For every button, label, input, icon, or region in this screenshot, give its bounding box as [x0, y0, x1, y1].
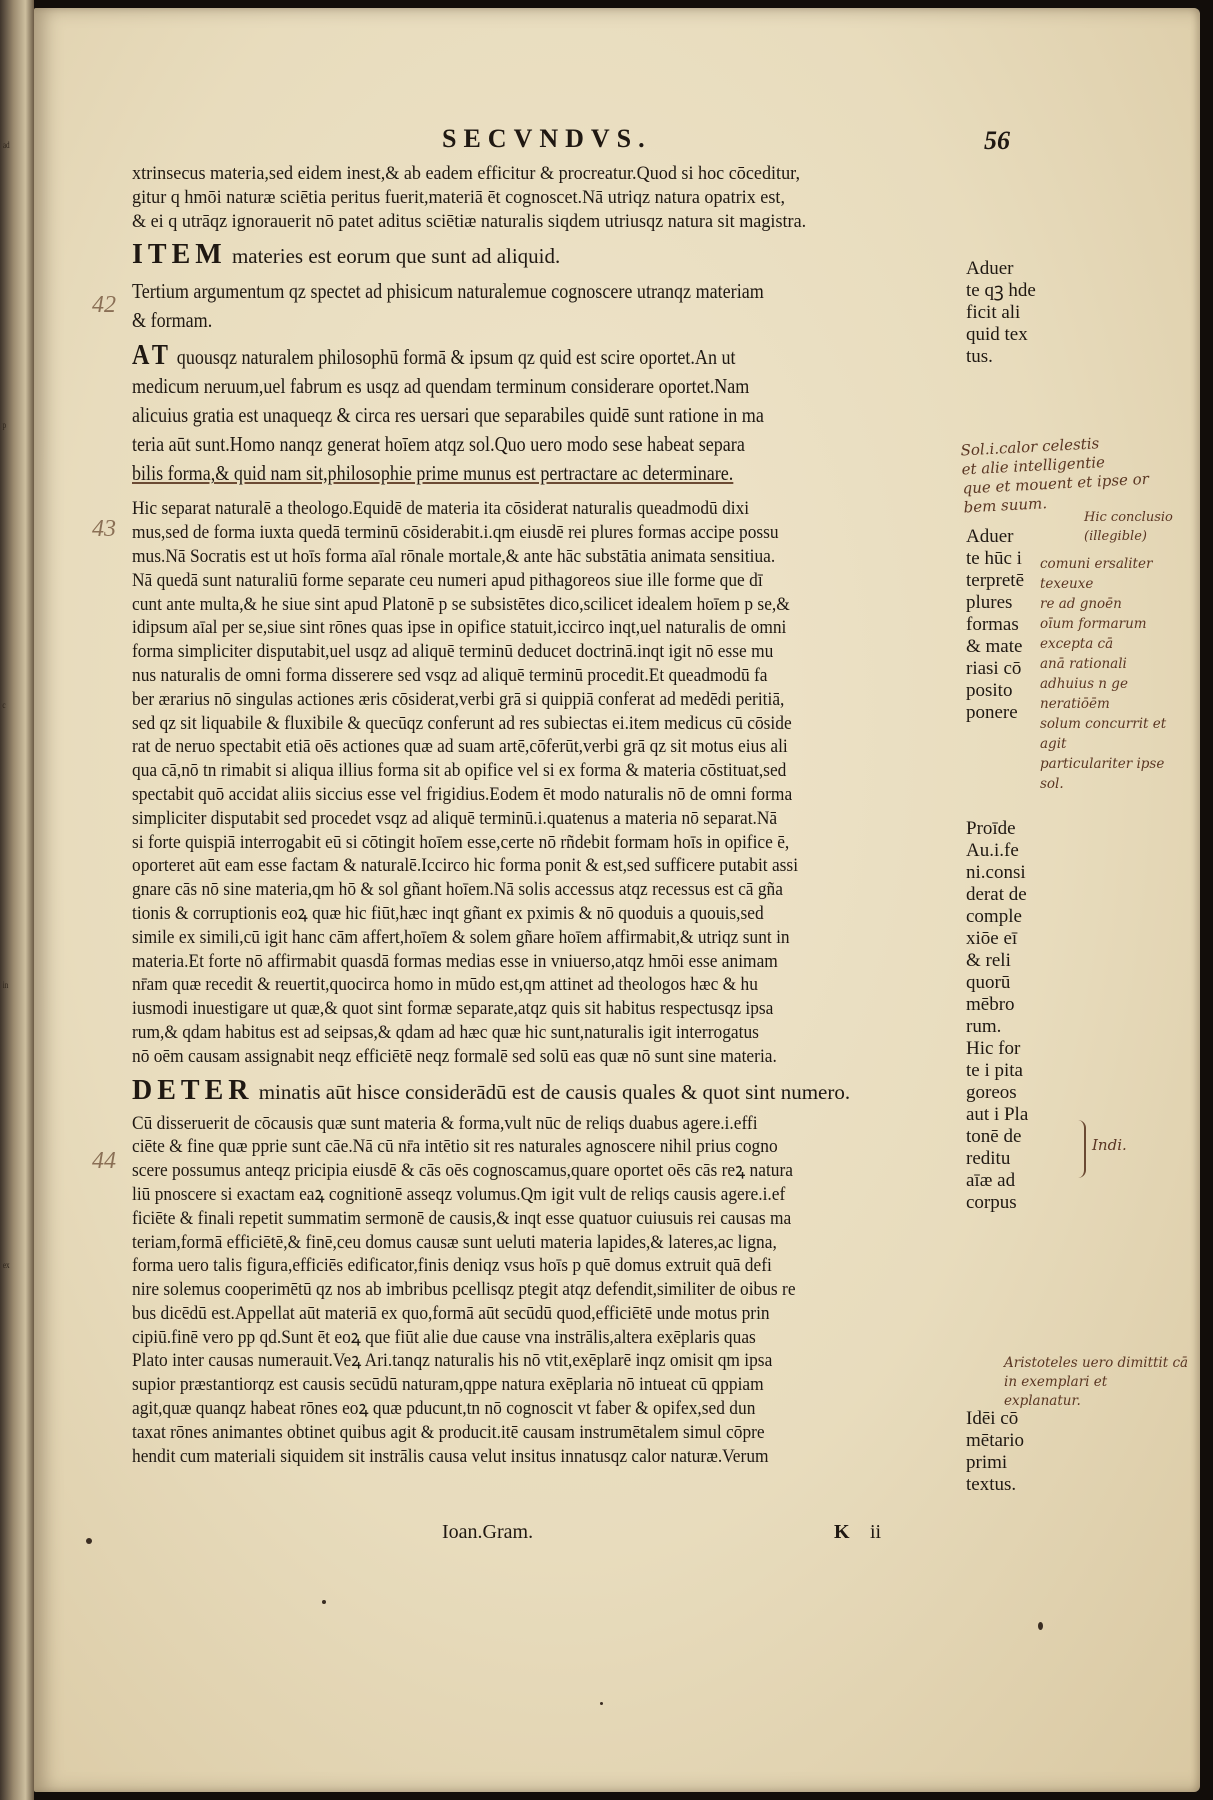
- ink-speck: [600, 1702, 603, 1705]
- text-line: nire solemus cooperimētū qz nos ab imbribus pcellisqz ptegit atqz defendit,similiter de oibus re: [132, 1280, 796, 1301]
- ink-dot: [86, 1538, 92, 1544]
- previous-page-edge: ad p c in ex: [0, 0, 34, 1800]
- text-line: cipiū.finē vero pp qd.Sunt ēt eoꝝ que fiūt alie due cause vna instrālis,altera exēplaris quas: [132, 1327, 756, 1348]
- signature-mark: K: [834, 1521, 850, 1543]
- printed-gloss-2: Aduer te hūc i terpretē plures formas & mate riasi cō posito ponere: [966, 526, 1025, 723]
- commentary-paragraph-44: [132, 1113, 990, 1470]
- text-line: cunt ante multa,& he siue sint apud Platonē p se subsistētes dico,scilicet idealem hoīem p se,&: [132, 594, 790, 615]
- leaf-number: ii: [870, 1521, 882, 1543]
- handwritten-note-generation: comuni ersaliter texeuxe re ad gnoēn oīum formarum excepta cā anā rationali adhuius n ge neratiōēm solum concurrit et agit particulariter ipse sol.: [1040, 556, 1167, 792]
- lemma-heading-item: [132, 240, 990, 271]
- text-line: hendit cum materiali siquidem sit instrālis causa velut insitus innatusqz calor naturæ.Verum: [132, 1446, 769, 1467]
- text-line: idipsum aīal per se,siue sint rōnes quas ipse in opifice statuit,iccirco inqt,uel naturalis de omni: [132, 618, 787, 639]
- text-line: oporteret aūt eam esse factam & naturalē.Iccirco hic forma ponit & est,sed sufficere putabit assi: [132, 856, 799, 877]
- paragraph-tertium: [132, 277, 990, 335]
- text-line: Tertium argumentum qz spectet ad phisicum naturalemue cognoscere utranqz materiam: [132, 279, 764, 304]
- lemma-caps: ITEM: [132, 239, 227, 271]
- text-line: bilis forma,& quid nam sit,philosophie prime munus est pertractare ac determinare.: [132, 461, 734, 486]
- text-line: forma uero talis figura,efficiēs edificator,finis deniqz vsus hoīs p quē domus extruit quā defi: [132, 1256, 772, 1277]
- text-line: nō oēm causam assignabit neqz efficiētē neqz formalē sed solū eas quæ nō sunt sine materia.: [132, 1046, 777, 1067]
- text-line: & ei q utrāqz ignorauerit nō patet aditus sciētiæ naturalis siqdem utriusqz natura sit magistra.: [132, 211, 807, 232]
- ink-speck: [1038, 1622, 1043, 1630]
- lemma-text: materies est eorum que sunt ad aliquid.: [226, 244, 561, 269]
- text-line: gitur q hmōi naturæ sciētia peritus fuerit,materiā ēt cognoscet.Nā utriqz natura opatrix est,: [132, 187, 785, 208]
- text-line: forma simpliciter disputabit,uel usqz ad aliquē terminū deducet doctrinā.inqt igit nō esse mu: [132, 642, 774, 663]
- text-line: simile ex simili,cū igit hanc cām affert,hoīem & solem gñare hoīem affirmabit,& utriqz sunt in: [132, 927, 790, 948]
- main-text-column: [132, 163, 990, 1469]
- text-line: si forte quispiā interrogabit eū si cōtingit hoīem esse,certe nō rñdebit formam hoīs in opifice ē,: [132, 832, 790, 853]
- handwritten-note-exemplari: Aristoteles uero dimittit cā in exemplari et explanatur.: [1004, 1355, 1189, 1409]
- handwritten-note-conclusio: Hic conclusio (illegible): [1084, 510, 1173, 544]
- text-line: Cū disseruerit de cōcausis quæ sunt materia & forma,vult nūc de reliqs duabus agere.i.effi: [132, 1113, 758, 1134]
- running-head: SECVNDVS.: [442, 124, 652, 153]
- text-line: mus.Nā Socratis est ut hoīs forma aīal rōnale mortale,& ante hāc substātia animata sensitiua.: [132, 546, 776, 567]
- lemma-caps: DETER: [132, 1074, 254, 1106]
- text-line: Plato inter causas numerauit.Veꝝ Ari.tanqz naturalis his nō vtit,exēplarē inqz omisit qm ipsa: [132, 1351, 773, 1372]
- text-line: liū pnoscere si exactam eaꝝ cognitionē asseqz volumus.Qm igit vult de reliqs causis agere.i.ef: [132, 1184, 786, 1205]
- text-line: materia.Et forte nō affirmabit quasdā formas medias esse in vniuerso,atqz hmōi esse animam: [132, 951, 778, 972]
- text-line: iusmodi inuestigare ut quæ,& quot sint formæ separate,atqz quis sit habitus respectusqz ipsa: [132, 999, 774, 1020]
- text-line: qua cā,nō tn rimabit si aliqua illius forma sit ab opifice vel si ex forma & materia cōstituat,sed: [132, 761, 787, 782]
- text-line: bus dicēdū est.Appellat aūt materiā ex quo,formā aūt secūdū quod,efficiētē unde motus prin: [132, 1303, 770, 1324]
- paragraph-continuation: [132, 163, 990, 234]
- text-line: Hic separat naturalē a theologo.Equidē de materia ita cōsiderat naturalis queadmodū dixi: [132, 499, 750, 520]
- text-line: tionis & corruptionis eoꝝ quæ hic fiūt,hæc inqt gñant ex pximis & nō quoduis a quouis,sed: [132, 903, 764, 924]
- text-line: rat de neruo spectabit etiā oēs actiones quæ ad suam artē,cōferūt,verbi grā qz sit motus eius ali: [132, 737, 788, 758]
- text-line: nus naturalis de omni forma disserere sed vsqz ad aliquē terminū procedit.Et queadmodū fa: [132, 665, 768, 686]
- handwritten-note-indi: Indi.: [1092, 1136, 1127, 1154]
- text-line: rum,& qdam habitus est ad seipsas,& qdam ad hæc quæ hic sunt,naturalis igit interrogatus: [132, 1022, 759, 1043]
- marginal-bracket: [1072, 1120, 1086, 1178]
- text-line: sed qz sit liquabile & fluxibile & quecūqz conferunt ad res subiectas ei.item medicus cū cōside: [132, 713, 792, 734]
- folio-number: 56: [984, 126, 1010, 155]
- text-line: nr̄am quæ recedit & reuertit,quocirca homo in mūdo est,qm attinet ad theologos hæc & hu: [132, 975, 758, 996]
- printed-gloss-1: Aduer te qꝫ hde ficit ali quid tex tus.: [966, 258, 1036, 367]
- lemma-caps: AT: [132, 341, 173, 372]
- handwritten-note-sol: Sol.i.calor celestis et alie intelligentie que et mouent et ipse or bem suum.: [960, 434, 1150, 517]
- text-line: ficiēte & finali repetit summatim sermonē de causis,& inqt esse quatuor cuiusuis rei causas ma: [132, 1208, 792, 1229]
- text-line: agit,quæ quanqz habeat rōnes eoꝝ quæ pducunt,tn nō cognoscit vt faber & opifex,sed dun: [132, 1399, 756, 1420]
- text-line: ciēte & fine quæ pprie sunt cāe.Nā cū nr̄a intētio sit res naturales agnoscere nihil prius cogno: [132, 1137, 778, 1158]
- printed-gloss-3: Proīde Au.i.fe ni.consi derat de comple xiōe eī & reli quorū mēbro rum. Hic for te i pita goreos aut i Pla tonē de reditu aīæ ad corpus: [966, 818, 1029, 1213]
- text-line: teria aūt sunt.Homo nanqz generat hoīem atqz sol.Quo uero modo sese habeat separa: [132, 432, 745, 457]
- text-line: ber ærarius nō singulas actiones æris cōsiderat,verbi grā si quippiā conferat ad medēdi peritiā,: [132, 689, 785, 710]
- text-line: alicuius gratia est unaqueqz & circa res uersari que separabiles quidē sunt ratione in ma: [132, 403, 764, 428]
- book-page: [34, 8, 1200, 1792]
- printed-gloss-4: Idēi cō mētario primi textus.: [966, 1408, 1025, 1495]
- text-line: supior præstantiorqz est causis secūdū naturam,qppe natura exēplaria nō intueat cū qppiam: [132, 1375, 764, 1396]
- section-number-42: 42: [92, 292, 116, 318]
- text-line: scere possumus anteqz pricipia eiusdē & cās oēs cognoscamus,quare oportet oēs cās reꝝ natura: [132, 1161, 793, 1182]
- text-line: xtrinsecus materia,sed eidem inest,& ab eadem efficitur & procreatur.Quod si hoc cōceditur,: [132, 164, 801, 184]
- text-line: Nā quedā sunt naturaliū forme separate ceu numeri apud pithagoreos siue ille forme que dī: [132, 570, 763, 591]
- text-line: mus,sed de forma iuxta quedā terminū cōsiderabit.i.qm eiusdē rei plures formas accipe possu: [132, 523, 779, 544]
- lemma-heading-determinatis: [132, 1076, 990, 1107]
- text-line: & formam.: [132, 308, 213, 333]
- ink-speck: [322, 1600, 326, 1604]
- lemma-text: minatis aūt hisce considerādū est de causis quales & quot sint numero.: [253, 1079, 851, 1104]
- text-line: taxat rōnes animantes obtinet quibus agit & producit.itē causam instrumētalem simul cōpre: [132, 1422, 765, 1443]
- text-line: gnare cās nō sine materia,qm hō & sol gñant hoīem.Nā solis accessus atqz recessus est cā gña: [132, 880, 783, 901]
- text-line: medicum neruum,uel fabrum es usqz ad quendam terminum considerare oportet.Nam: [132, 374, 750, 399]
- catchword: Ioan.Gram.: [442, 1521, 534, 1543]
- text-line: simpliciter disputabit sed procedet vsqz ad aliquē terminū.i.quatenus a materia nō separat.Nā: [132, 808, 778, 829]
- text-line: spectabit quō accidat aliis siccius esse vel frigidius.Eodem ēt modo naturalis nō de omni forma: [132, 784, 793, 805]
- text-line: teriam,formā efficiētē,& finē,ceu domus causæ sunt ueluti materia lapides,& lateres,ac ligna,: [132, 1232, 777, 1253]
- commentary-paragraph-43: [132, 498, 990, 1069]
- section-number-43: 43: [92, 516, 116, 542]
- section-number-44: 44: [92, 1148, 116, 1174]
- lemma-at-quousque: [132, 341, 990, 488]
- text-line: AT quousqz naturalem philosophū formā & ipsum qz quid est scire oportet.An ut: [132, 341, 736, 372]
